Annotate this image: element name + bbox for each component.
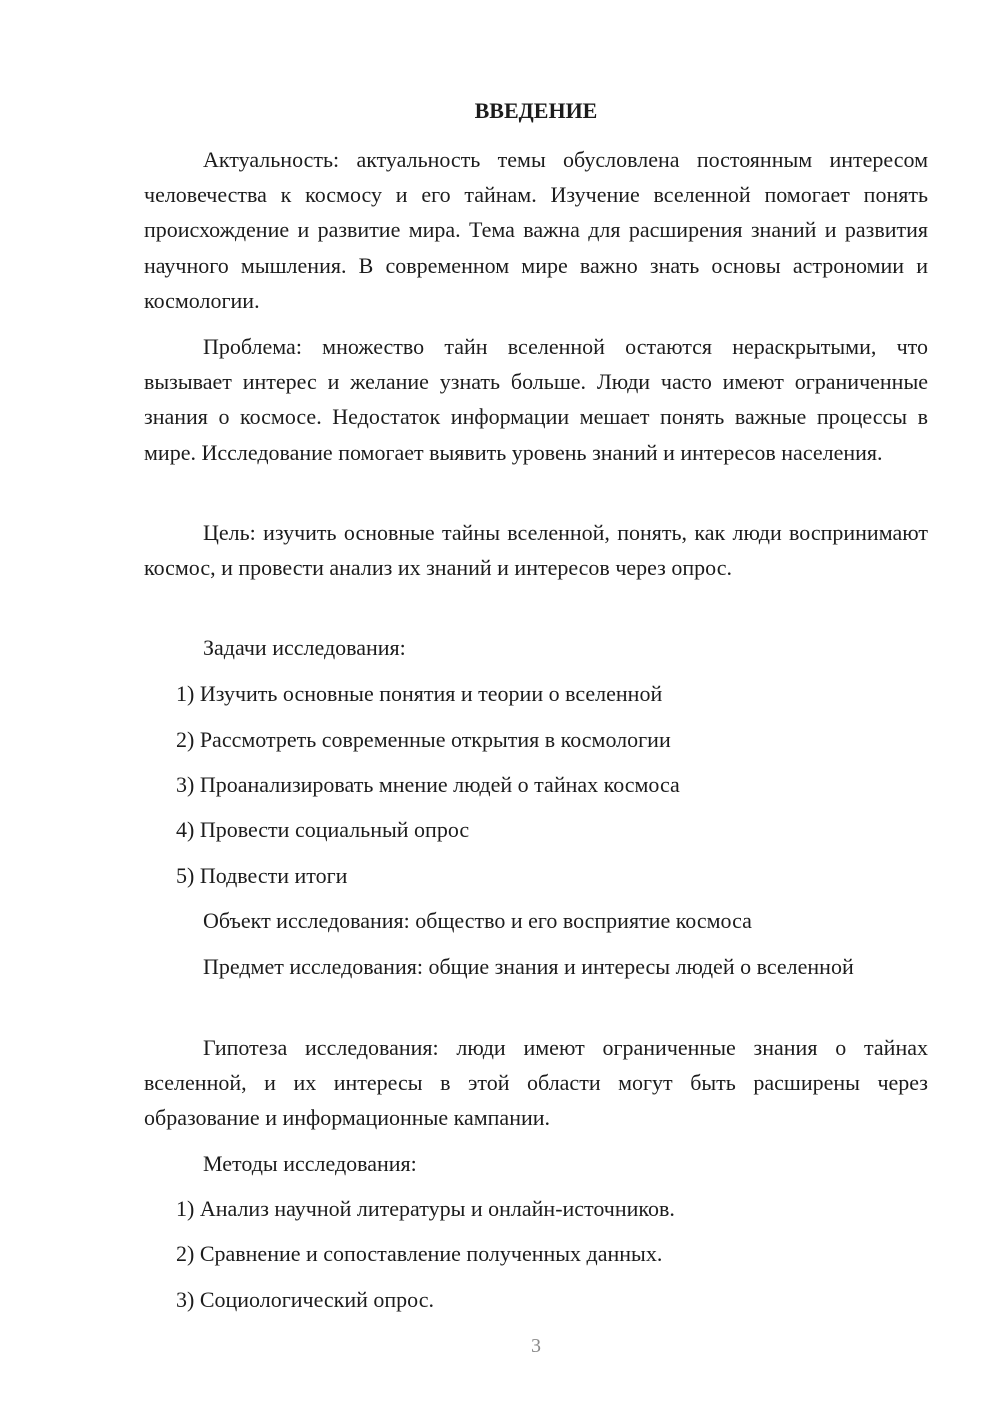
task-item: 3) Проанализировать мнение людей о тайнах космоса — [176, 772, 680, 797]
method-item: 1) Анализ научной литературы и онлайн-источников. — [176, 1196, 675, 1221]
task-item: 4) Провести социальный опрос — [176, 817, 470, 842]
object-paragraph: Объект исследования: общество и его восприятие космоса — [203, 908, 752, 933]
method-item: 2) Сравнение и сопоставление полученных данных. — [176, 1241, 663, 1266]
problem-paragraph: Проблема: множество тайн вселенной остаются нераскрытыми, что вызывает интерес и желание узнать больше. Люди часто имеют ограниченные знания о космосе. Недостаток информации мешает понять важные процессы в мире. Исследование помогает выявить уровень знаний и интересов населения. — [144, 334, 928, 465]
tasks-heading: Задачи исследования: — [203, 635, 406, 660]
methods-heading: Методы исследования: — [203, 1151, 417, 1176]
relevance-paragraph: Актуальность: актуальность темы обусловлена постоянным интересом человечества к космосу и его тайнам. Изучение вселенной помогает понять происхождение и развитие мира. Тема важна для расширения знаний и развития научного мышления. В современном мире важно знать основы астрономии и космологии. — [144, 147, 928, 313]
page-number: 3 — [531, 1335, 541, 1357]
hypothesis-paragraph: Гипотеза исследования: люди имеют ограниченные знания о тайнах вселенной, и их интересы в этой области могут быть расширены через образование и информационные кампании. — [144, 1035, 928, 1131]
task-item: 2) Рассмотреть современные открытия в космологии — [176, 727, 671, 752]
method-item: 3) Социологический опрос. — [176, 1287, 434, 1312]
subject-paragraph: Предмет исследования: общие знания и интересы людей о вселенной — [203, 954, 854, 979]
document-page — [144, 0, 928, 1414]
task-item: 1) Изучить основные понятия и теории о вселенной — [176, 681, 663, 706]
task-item: 5) Подвести итоги — [176, 863, 348, 888]
section-heading: ВВЕДЕНИЕ — [474, 98, 598, 123]
goal-paragraph: Цель: изучить основные тайны вселенной, понять, как люди воспринимают космос, и провести анализ их знаний и интересов через опрос. — [144, 520, 928, 581]
